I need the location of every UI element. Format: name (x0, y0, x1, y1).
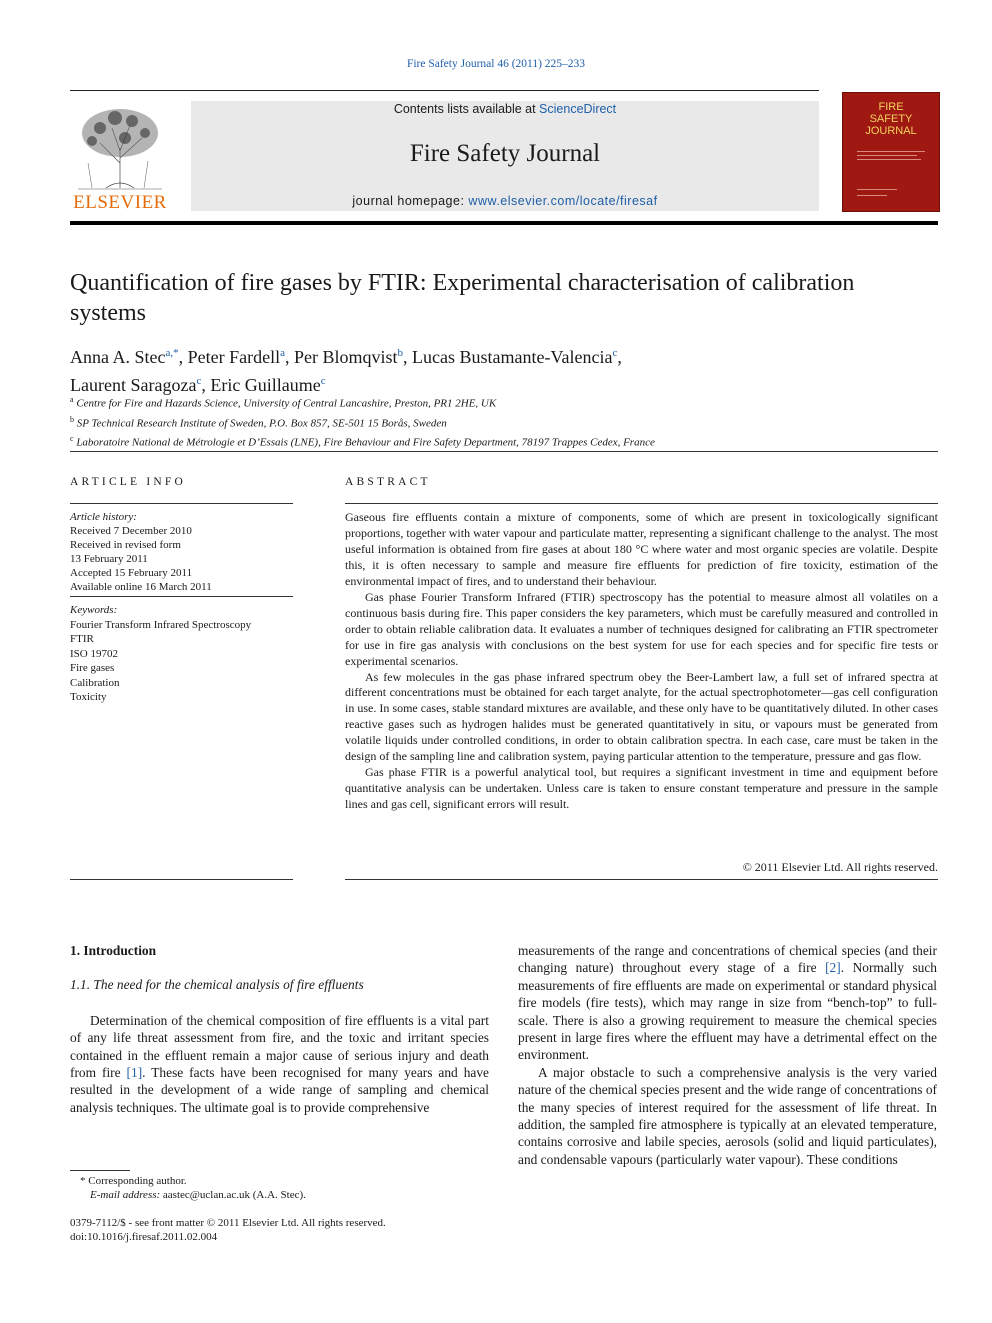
affiliation-label: a (70, 395, 74, 404)
abstract-rule (345, 879, 938, 880)
history-item: Received 7 December 2010 (70, 525, 192, 537)
issn-line: 0379-7112/$ - see front matter © 2011 Elsevier Ltd. All rights reserved. (70, 1217, 386, 1229)
issn-doi (70, 1216, 489, 1244)
contents-available-line (191, 102, 819, 116)
paragraph-text: Determination of the chemical composition of fire effluents is a vital part of any life threat assessment from fire, and the toxic and irritant species contained in the effluent remain a major cause of serious injury and death from fire (70, 1012, 489, 1081)
affiliation-list (70, 392, 940, 451)
cover-text-line (857, 151, 925, 152)
author-separator: , (178, 347, 188, 367)
affiliation-marker[interactable]: c (320, 375, 326, 387)
body-paragraph (518, 942, 937, 1064)
author-name[interactable]: Anna A. Stec (70, 347, 166, 367)
keyword-item: ISO 19702 (70, 647, 118, 660)
article-info-rule (70, 596, 293, 597)
keyword-item: FTIR (70, 633, 94, 645)
author-name[interactable]: Peter Fardell (187, 347, 281, 367)
paragraph-text: measurements of the range and concentrations of chemical species (and their changing nature) throughout every stage of a fire (518, 943, 937, 976)
affiliation-label: b (70, 414, 74, 424)
article-info-heading: ARTICLE INFO (70, 476, 186, 488)
history-label: Article history: (70, 511, 137, 523)
doi-line[interactable]: doi:10.1016/j.firesaf.2011.02.004 (70, 1231, 218, 1243)
abstract-paragraph: Gas phase FTIR is a powerful analytical tool, but requires a significant investment in time and equipment before quantitative analysis can be undertaken. Unless care is taken to ensure constant temperature and pressure in the sample lines and gas cell, significant errors will result. (345, 765, 938, 812)
abstract-paragraph: Gaseous fire effluents contain a mixture of components, some of which are present in toxicologically significant proportions, together with water vapour and particulate matter, representing a significant challenge to the analyst. The most useful information is obtained from fire gases at about 180 °C where water and most organic species are volatile. Despite this, it is often necessary to sample and measure fire effluents for prediction of fire toxicity, estimation of the environmental impact of fires, and to understand their behaviour. (345, 510, 938, 588)
sciencedirect-link[interactable]: ScienceDirect (539, 102, 617, 116)
author-separator: , (403, 347, 413, 367)
affiliation-item (70, 412, 940, 432)
reference-link[interactable]: [1] (126, 1065, 143, 1081)
affiliation-marker[interactable]: a,* (165, 347, 179, 359)
corresponding-author-note: * Corresponding author. (80, 1175, 187, 1187)
history-item: 13 February 2011 (70, 553, 148, 565)
history-item: Accepted 15 February 2011 (70, 567, 193, 579)
homepage-prefix: journal homepage: (352, 194, 469, 208)
author-name[interactable]: Laurent Saragoza (70, 375, 197, 395)
elsevier-wordmark: ELSEVIER (73, 192, 167, 213)
paragraph-text: . These facts have been recognised for many years and have resulted in the development of a wide range of sampling and chemical analysis techniques. The ultimate goal is to provide comprehensive (70, 1065, 489, 1115)
affiliation-marker[interactable]: a (280, 347, 285, 359)
body-paragraph: A major obstacle to such a comprehensive analysis is the very varied nature of the chemical species present and the wide range of concentrations of the many species of interest required for the assessment of life threat. In addition, the sampled fire atmosphere is typically at an elevated temperature, contains corrosive and labile species, aerosols (solid and liquid particulates), and condensable vapours (particularly water vapour). These conditions (518, 1064, 937, 1167)
email-note (70, 1188, 489, 1202)
homepage-link[interactable]: www.elsevier.com/locate/firesaf (468, 194, 658, 208)
body-column-right (518, 942, 937, 1168)
author-name[interactable]: Lucas Bustamante-Valencia (412, 347, 613, 367)
affiliation-marker[interactable]: c (196, 375, 202, 387)
section-divider (70, 451, 938, 452)
cover-text-line (857, 159, 921, 160)
contents-prefix: Contents lists available at (393, 102, 540, 116)
cover-text-line (857, 189, 897, 190)
abstract-rule (345, 503, 938, 504)
abstract-heading: ABSTRACT (345, 476, 431, 488)
footnote-rule (70, 1170, 130, 1171)
cover-title: FIRE SAFETY JOURNAL (865, 101, 917, 137)
copyright-notice: © 2011 Elsevier Ltd. All rights reserved. (742, 860, 938, 874)
journal-cover-thumbnail[interactable] (842, 92, 940, 212)
reference-link[interactable]: [2] (825, 960, 841, 976)
tree-icon (70, 103, 170, 193)
journal-citation[interactable]: Fire Safety Journal 46 (2011) 225–233 (406, 58, 586, 70)
author-name[interactable]: Eric Guillaume (210, 375, 321, 395)
history-item: Available online 16 March 2011 (70, 581, 212, 593)
section-heading: 1. Introduction (70, 943, 157, 958)
article-title: Quantification of fire gases by FTIR: Experimental characterisation of calibration systems (70, 270, 855, 326)
affiliation-marker[interactable]: c (612, 347, 618, 359)
author-separator: , (201, 375, 211, 395)
affiliation-item (70, 392, 940, 412)
header-top-rule (70, 90, 819, 91)
email-address[interactable]: aastec@uclan.ac.uk (A.A. Stec). (162, 1189, 306, 1201)
affiliation-text: Centre for Fire and Hazards Science, University of Central Lancashire, Preston, PR1 2HE, UK (76, 397, 497, 410)
article-info-rule (70, 503, 293, 504)
cover-text-line (857, 155, 917, 156)
journal-name: Fire Safety Journal (409, 140, 601, 167)
author-separator: , (617, 347, 622, 367)
affiliation-text: SP Technical Research Institute of Sweden, P.O. Box 857, SE-501 15 Borås, Sweden (76, 417, 447, 430)
subsection-heading: 1.1. The need for the chemical analysis of fire effluents (70, 977, 364, 993)
article-history (70, 510, 295, 594)
affiliation-label: c (70, 434, 74, 444)
paragraph-text: . Normally such measurements of fire effluents are made on experimental or standard physical fire models (fire tests), which may range in size from “bench-top” to full-scale. There is also a growing requirement to measure the chemical species present in large fires where the effluent may have a detrimental effect on the environment. (518, 960, 937, 1063)
abstract-body (345, 510, 938, 813)
body-paragraph (70, 1012, 489, 1116)
keyword-item: Toxicity (70, 691, 107, 703)
author-list (70, 341, 890, 397)
keyword-item: Calibration (70, 676, 120, 689)
keywords-block (70, 603, 295, 705)
affiliation-text: Laboratoire National de Métrologie et D’Essais (LNE), Fire Behaviour and Fire Safety Department, 78197 Trappes Cedex, France (76, 436, 655, 449)
article-info-rule (70, 879, 293, 880)
keywords-label: Keywords: (70, 604, 118, 616)
author-name[interactable]: Per Blomqvist (294, 347, 398, 367)
abstract-paragraph: Gas phase Fourier Transform Infrared (FTIR) spectroscopy has the potential to measure almost all volatiles on a continuous basis during fire. This paper considers the key parameters, which must be carefully measured and controlled in order to obtain reliable calibration data. It evaluates a number of techniques designed for calibrating an FTIR spectrometer for use in fire gas analysis with conclusions on the best system for use for each species and for specific fire tests or experimental scenarios. (345, 589, 938, 668)
affiliation-marker[interactable]: b (397, 347, 404, 359)
keyword-item: Fire gases (70, 662, 115, 674)
header-bottom-rule (70, 221, 938, 225)
footnotes (70, 1174, 489, 1202)
author-separator: , (285, 347, 294, 367)
journal-homepage-line (191, 194, 819, 208)
abstract-paragraph: As few molecules in the gas phase infrared spectrum obey the Beer-Lambert law, a full set of infrared spectra at different concentrations must be obtained for each target analyte, for the actual spectrophotometer—gas cell configuration in use. In some cases, stable standard mixtures are available, and these only have to be quantitatively diluted. In other cases reactive gases such as hydrogen halides must be generated quantitatively in situ, or vapours must be generated from volatile liquids under controlled conditions, in order to obtain calibration spectra. In each case, care must be taken in the design of the sampling line and calibration system, paying particular attention to the temperature, pressure and gas flow. (345, 669, 938, 764)
email-label: E-mail address: (90, 1189, 161, 1201)
keyword-item: Fourier Transform Infrared Spectroscopy (70, 618, 252, 631)
history-item: Received in revised form (70, 539, 181, 551)
body-column-left (70, 942, 489, 1116)
cover-text-line (857, 195, 887, 196)
affiliation-item (70, 431, 940, 451)
